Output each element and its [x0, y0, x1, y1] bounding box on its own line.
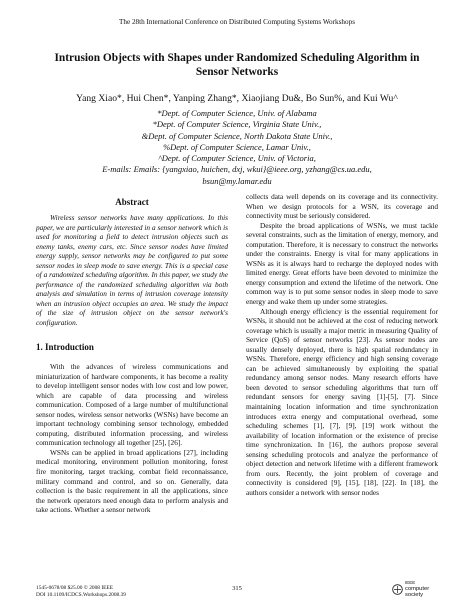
paragraph: Despite the broad applications of WSNs, we must tackle several constraints, such as the limitation of energy, memory, and computation. Therefore, it is necessary to construct the networks under the constraints. Energy is vital for many applications in WSNs as it is always hard to recharge the deployed nodes with limited energy. Great efforts have been devoted to minimize the energy consumption and extend the lifetime of the network. One common way is to put some sensor nodes in sleep mode to save energy and wake them up under some strategies.: [246, 220, 438, 307]
right-column-body: [246, 192, 438, 498]
affiliations: [30, 108, 444, 187]
affiliation-line: %Dept. of Computer Science, Lamar Univ.,: [163, 141, 311, 152]
computer-society-logo-icon: [392, 584, 403, 595]
logo-line: society: [405, 592, 424, 598]
affiliation-line: *Dept. of Computer Science, Virginia State Univ.,: [152, 119, 322, 130]
section-heading-introduction: 1. Introduction: [36, 342, 94, 352]
logo-ieee-text: IEEE: [405, 580, 416, 585]
logo-line: computer: [405, 586, 430, 592]
paper-title: [30, 52, 444, 79]
introduction-body: [36, 362, 228, 515]
paragraph: collects data well depends on its coverage and its connectivity. When we design protocols for a WSN, its coverage and connectivity must be seriously considered.: [246, 192, 438, 221]
doi-line: DOI 10.1109/ICDCS.Workshops.2008.39: [36, 592, 126, 598]
paragraph: Although energy efficiency is the essential requirement for WSNs, it should not be achieved at the cost of reducing network coverage which is usually a major metric in measuring Quality of Service (QoS) of sensor networks [23]. As sensor nodes are usually densely deployed, there is high spatial redundancy in WSNs. Therefore, energy efficiency and high sensing coverage can be achieved simultaneously by exploiting the spatial redundancy among sensor nodes. Many research efforts have been devoted to sensor scheduling algorithms that turn off redundant sensors for energy saving [1]-[5], [7]. Since maintaining location information and time synchronization introduces extra energy and computational overhead, some scheduling schemes [1], [7], [9], [19] work without the availability of location information or the existence of precise time synchronization. In [16], the authors propose several sensing scheduling protocols and analyze the performance of object detection and network lifetime with a different framework from ours. Recently, the joint problem of coverage and connectivity is considered [9], [15], [18], [22]. In [18], the authors consider a network with sensor nodes: [246, 306, 438, 497]
paragraph: With the advances of wireless communications and miniaturization of hardware components, it has become a reality to develop intelligent sensor nodes with low cost and low power, which are capable of data processing and wireless communication. Composed of a large number of multifunctional sensor nodes, wireless sensor networks (WSNs) have become an important technology combining sensor technology, embedded computing, distributed information processing, and wireless communication technology all together [25], [26].: [36, 362, 228, 448]
logo-text: [405, 586, 429, 598]
affiliation-line: ^Dept. of Computer Science, Univ. of Victoria,: [158, 153, 316, 164]
page-number: 315: [232, 585, 242, 592]
paragraph: WSNs can be applied in broad applications [27], including medical monitoring, environment pollution monitoring, forest fire monitoring, target tracking, combat field reconnaissance, military command and control, and so on. Generally, data collection is the basic requirement in all the applications, since the network operators need enough data to perform analysis and take actions. Whether a sensor network: [36, 447, 228, 515]
conference-header: The 28th International Conference on Distributed Computing Systems Workshops: [118, 18, 356, 26]
author-list: Yang Xiao*, Hui Chen*, Yanping Zhang*, Xiaojiang Du&, Bo Sun%, and Kui Wu^: [76, 93, 398, 104]
abstract-body: [36, 213, 228, 328]
title-line-2: Sensor Networks: [195, 65, 279, 78]
email-line: E-mails: Emails: {yangxiao, huichen, dxj, wkui}@ieee.org, yzhang@cs.ua.edu,: [102, 164, 372, 175]
affiliation-line: &Dept. of Computer Science, North Dakota State Univ.,: [141, 130, 333, 141]
abstract-text: Wireless sensor networks have many applications. In this paper, we are particularly interested in a sensor network which is used for monitoring a field to detect intrusion objects such as enemy tanks, enemy cars, etc. Since sensor nodes have limited energy supply, sensor networks may be configured to put some sensor nodes in sleep mode to save energy. This is a special case of a randomized scheduling algorithm. In this paper, we study the performance of the randomized scheduling algorithm via both analysis and simulation in terms of intrusion coverage intensity when an intrusion object occupies an area. We study the impact of the size of intrusion object on the sensor network's configuration.: [36, 213, 228, 328]
copyright-line: 1545-0678/08 $25.00 © 2008 IEEE: [36, 585, 114, 591]
computer-society-logo: [392, 580, 442, 602]
email-line: bsun@my.lamar.edu: [202, 175, 272, 186]
affiliation-line: *Dept. of Computer Science, Univ. of Alabama: [157, 108, 317, 118]
title-line-1: Intrusion Objects with Shapes under Randomized Scheduling Algorithm in: [54, 52, 420, 64]
abstract-heading: Abstract: [115, 197, 149, 207]
